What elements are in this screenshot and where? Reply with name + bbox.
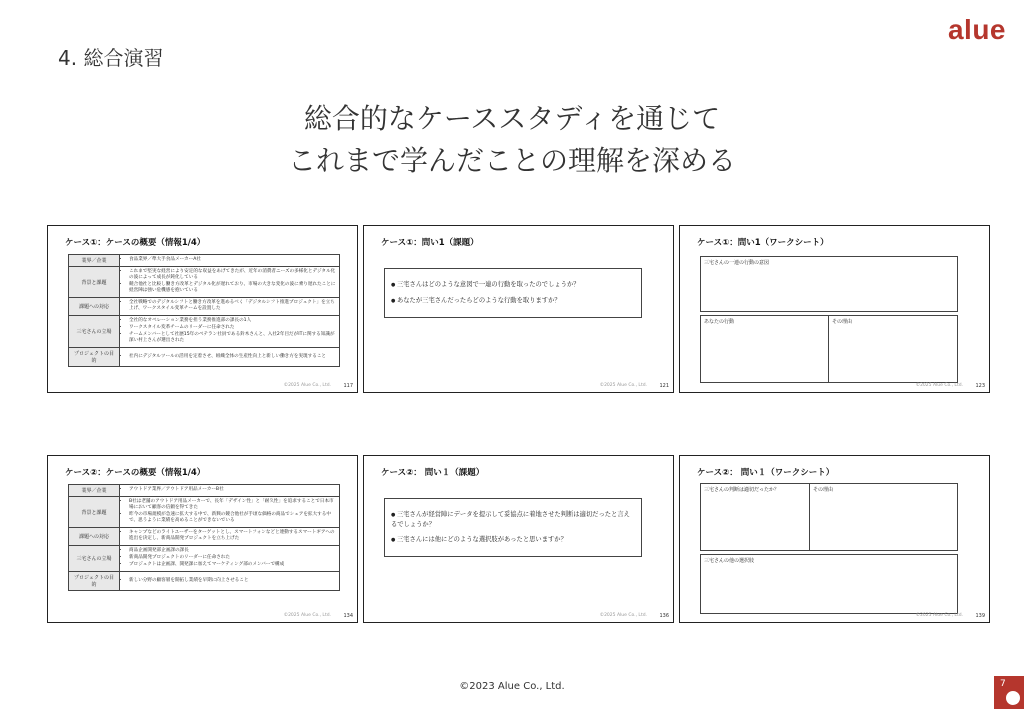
page-number-badge [994,676,1024,709]
worksheet-label: その理由 [813,487,834,493]
worksheet-label: 三宅さんの判断は適切だったか？ [704,487,780,493]
list-item: • キャンプなどのライトユーザーをターゲットとし、スマートフォンなどと連動するスマートギアへの進出を決定し、新商品開発プロジェクトを立ち上げた [129,530,336,542]
list-item: • B社は老舗のアウトドア用品メーカーで、長年「デザイン性」と「耐久性」を追求することで日本市場において顧客の信頼を得てきた [129,499,336,511]
headline-line-2: これまで学んだことの理解を深める [287,144,736,177]
row-content [120,485,340,497]
slide-title: ケース②：ケースの概要（情報1/4） [65,468,206,478]
worksheet-label: あなたの行動 [704,319,735,325]
row-label: 背景と課題 [69,497,120,528]
table-row [69,298,340,316]
row-content [120,546,340,572]
list-item: • チームメンバーとして社歴15年のベテラン社員である鈴木さんと、入社2年目だがITに関する知識が深い村上さんが選出された [129,332,336,344]
alue-logo: alue [947,14,1006,45]
list-item: • 昨今の市場規模が急速に拡大する中で、新興の競合他社が手頃な価格の商品でシェアを拡大する中で、思うように業績を高めることができないでいる [129,512,336,524]
row-content [120,497,340,528]
corner-decoration-icon [1006,691,1020,705]
slide-thumbnail-123[interactable] [679,225,990,393]
list-item: • 新しい分野の顧客層を開拓し業績を早期に向上させること [129,578,336,584]
row-content [120,267,340,298]
list-item: • これまで堅実な経営により安定的な収益をあげてきたが、近年の消費者ニーズの多様化とデジタル化の波によって成長が鈍化している [129,269,336,281]
slide-title: ケース②： 問い１（ワークシート） [697,468,835,478]
row-label: 三宅さんの立場 [69,316,120,348]
table-row [69,316,340,348]
row-content [120,255,340,267]
list-item: • 全社戦略でのデジタルシフトと働き方改革を進めるべく「デジタルシフト推進プロジェクト」を立ち上げ、ワークスタイル変革チームを設置した [129,300,336,312]
slide-page-number: 136 [659,613,669,619]
question-item: ● 三宅さんには他にどのような選択肢があったと思いますか？ [391,535,635,545]
case-overview-table [68,484,340,591]
question-item: ● 三宅さんが経営陣にデータを提示して妥協点に着地させた判断は適切だったと言えるでしょうか？ [391,510,635,529]
list-item: • 社内にデジタルツールの活用を定着させ、組織全体の生産性向上と新しい働き方を実現すること [129,354,336,360]
question-box [384,268,642,318]
row-label: 業界／企業 [69,485,120,497]
slide-title: ケース①：ケースの概要（情報1/4） [65,238,206,248]
slide-thumbnail-136[interactable] [363,455,674,623]
slide-copyright: ©2025 Alue Co., Ltd. [915,383,963,388]
slide-copyright: ©2025 Alue Co., Ltd. [599,383,647,388]
list-item: • 競合他社と比較し働き方改革とデジタル化が遅れており、市場の大きな変化の波に乗り遅れたことに経営陣は強い危機感を抱いている [129,282,336,294]
question-item: ● 三宅さんはどのような意図で一連の行動を取ったのでしょうか？ [391,280,635,290]
worksheet-box[interactable] [809,483,958,551]
slide-thumbnail-117[interactable] [47,225,358,393]
row-label: 課題への対応 [69,528,120,546]
list-item: • 食品業界／準大手食品メーカーA社 [129,257,336,263]
row-label: プロジェクトの目的 [69,348,120,367]
question-item: ● あなたが三宅さんだったらどのような行動を取りますか？ [391,296,635,306]
slide-copyright: ©2025 Alue Co., Ltd. [915,613,963,618]
worksheet-box[interactable] [828,315,958,383]
table-row [69,267,340,298]
list-item: • 全社的なオペレーション業務を担う業務推進部の課長の1人 [129,318,336,324]
row-label: 三宅さんの立場 [69,546,120,572]
list-item: • ワークスタイル変革チームのリーダーに任命された [129,325,336,331]
table-row [69,485,340,497]
list-item: • プロジェクトは企画課、開発課に加えてマーケティング部のメンバーで構成 [129,562,336,568]
row-label: 課題への対応 [69,298,120,316]
table-row [69,255,340,267]
worksheet-box[interactable] [700,256,958,312]
list-item: • 商品企画開発部企画課の課長 [129,548,336,554]
copyright-footer: ©2023 Alue Co., Ltd. [459,681,565,692]
slide-page-number: 121 [659,383,669,389]
slide-title: ケース①：問い1（課題） [381,238,479,248]
row-label: プロジェクトの目的 [69,572,120,591]
list-item: • アウトドア業界／アウトドア用品メーカーB社 [129,487,336,493]
row-content [120,298,340,316]
case-overview-table [68,254,340,367]
worksheet-box[interactable] [700,554,958,614]
slide-page-number: 134 [343,613,353,619]
table-row [69,572,340,591]
worksheet-label: 三宅さんの他の選択肢 [704,558,755,564]
worksheet-box[interactable] [700,315,829,383]
headline-line-1: 総合的なケーススタディを通じて [303,102,721,135]
worksheet-box[interactable] [700,483,810,551]
table-row [69,546,340,572]
slide-copyright: ©2025 Alue Co., Ltd. [599,613,647,618]
row-content [120,528,340,546]
worksheet-label: 三宅さんの一連の行動の意図 [704,260,770,266]
worksheet-label: その理由 [832,319,853,325]
table-row [69,348,340,367]
headline [0,98,1024,182]
table-row [69,528,340,546]
slide-thumbnail-134[interactable] [47,455,358,623]
row-content [120,348,340,367]
table-row [69,497,340,528]
row-content [120,572,340,591]
slide-title: ケース②： 問い１（課題） [381,468,485,478]
list-item: • 新商品開発プロジェクトのリーダーに任命された [129,555,336,561]
slide-page-number: 117 [343,383,353,389]
slide-title: ケース①：問い1（ワークシート） [697,238,829,248]
row-content [120,316,340,348]
slide-thumbnail-139[interactable] [679,455,990,623]
slide-page-number: 123 [975,383,985,389]
slide-page-number: 139 [975,613,985,619]
page-number: 7 [1000,679,1006,689]
section-title: 4. 総合演習 [58,46,164,70]
slide-thumbnail-121[interactable] [363,225,674,393]
slide-copyright: ©2025 Alue Co., Ltd. [283,383,331,388]
slide-copyright: ©2025 Alue Co., Ltd. [283,613,331,618]
question-box [384,498,642,557]
row-label: 業界／企業 [69,255,120,267]
row-label: 背景と課題 [69,267,120,298]
